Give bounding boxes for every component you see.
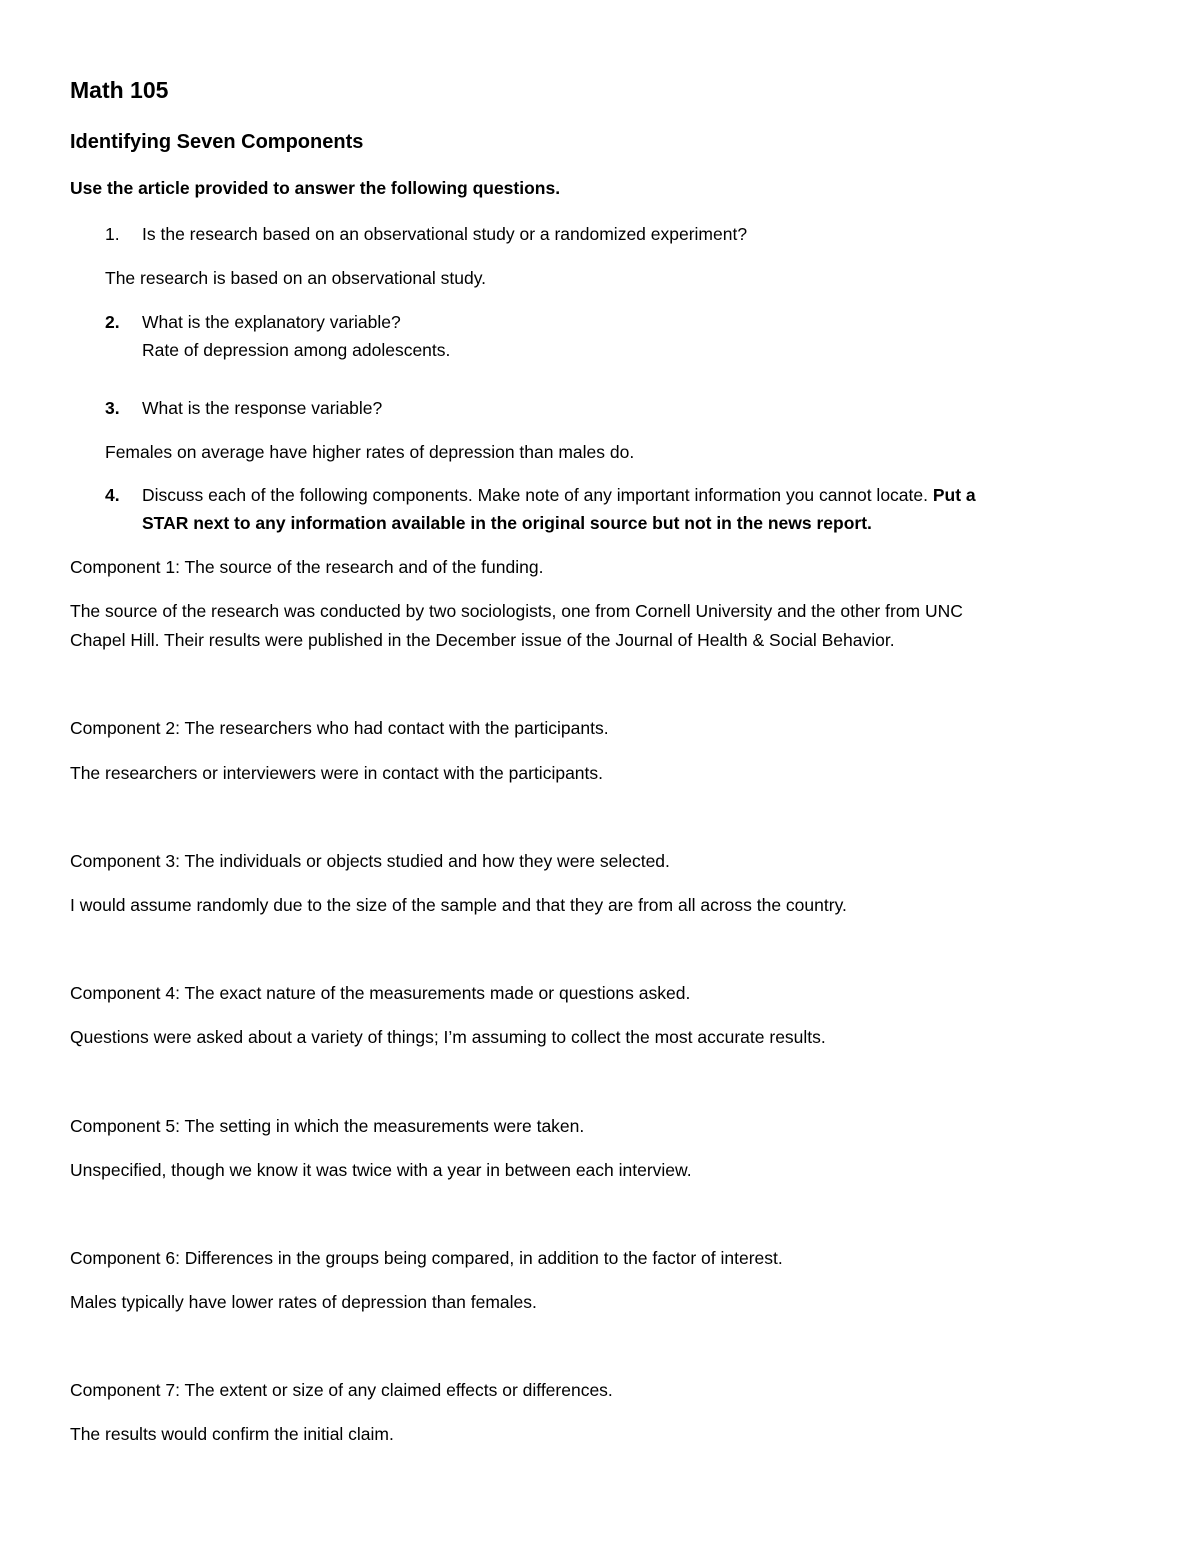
- question-4-text-bold-continued: STAR next to any information available in the original source but not in the news report.: [142, 513, 872, 533]
- component-3-heading: Component 3: The individuals or objects studied and how they were selected.: [70, 851, 670, 871]
- question-1-text: Is the research based on an observational study or a randomized experiment?: [142, 224, 748, 244]
- question-1-number: 1.: [105, 224, 120, 244]
- question-4-text-regular: Discuss each of the following components. Make note of any important information you cannot locate.: [142, 485, 928, 505]
- component-1-answer-line-1: The source of the research was conducted by two sociologists, one from Cornell University and the other from UNC: [70, 601, 963, 621]
- component-5-answer: Unspecified, though we know it was twice with a year in between each interview.: [70, 1160, 692, 1180]
- question-2-text: What is the explanatory variable?: [142, 312, 401, 332]
- component-1-heading: Component 1: The source of the research and of the funding.: [70, 557, 544, 577]
- component-6-answer: Males typically have lower rates of depression than females.: [70, 1292, 537, 1312]
- component-5-heading: Component 5: The setting in which the measurements were taken.: [70, 1116, 585, 1136]
- component-1-answer-line-2: Chapel Hill. Their results were published in the December issue of the Journal of Health & Social Behavior.: [70, 630, 895, 650]
- question-3-answer: Females on average have higher rates of depression than males do.: [105, 442, 635, 462]
- question-3-text: What is the response variable?: [142, 398, 383, 418]
- question-4-text-bold-start: Put a: [932, 485, 976, 505]
- instruction-text: Use the article provided to answer the following questions.: [70, 178, 561, 198]
- question-1-answer: The research is based on an observational study.: [105, 268, 487, 288]
- component-4-answer: Questions were asked about a variety of things; I’m assuming to collect the most accurate results.: [70, 1027, 826, 1047]
- component-6-heading: Component 6: Differences in the groups being compared, in addition to the factor of interest.: [70, 1248, 783, 1268]
- component-7-heading: Component 7: The extent or size of any claimed effects or differences.: [70, 1380, 613, 1400]
- question-4-text: [142, 487, 976, 505]
- component-2-answer: The researchers or interviewers were in contact with the participants.: [70, 763, 604, 783]
- question-2-answer: Rate of depression among adolescents.: [142, 340, 451, 360]
- component-3-answer: I would assume randomly due to the size of the sample and that they are from all across the country.: [70, 895, 847, 915]
- question-3-number: 3.: [105, 398, 120, 418]
- component-4-heading: Component 4: The exact nature of the measurements made or questions asked.: [70, 983, 691, 1003]
- component-2-heading: Component 2: The researchers who had contact with the participants.: [70, 718, 609, 738]
- question-4-number: 4.: [105, 485, 120, 505]
- document-subtitle: Identifying Seven Components: [70, 131, 364, 153]
- question-2-number: 2.: [105, 312, 120, 332]
- component-7-answer: The results would confirm the initial claim.: [70, 1424, 394, 1444]
- document-title: Math 105: [70, 77, 169, 103]
